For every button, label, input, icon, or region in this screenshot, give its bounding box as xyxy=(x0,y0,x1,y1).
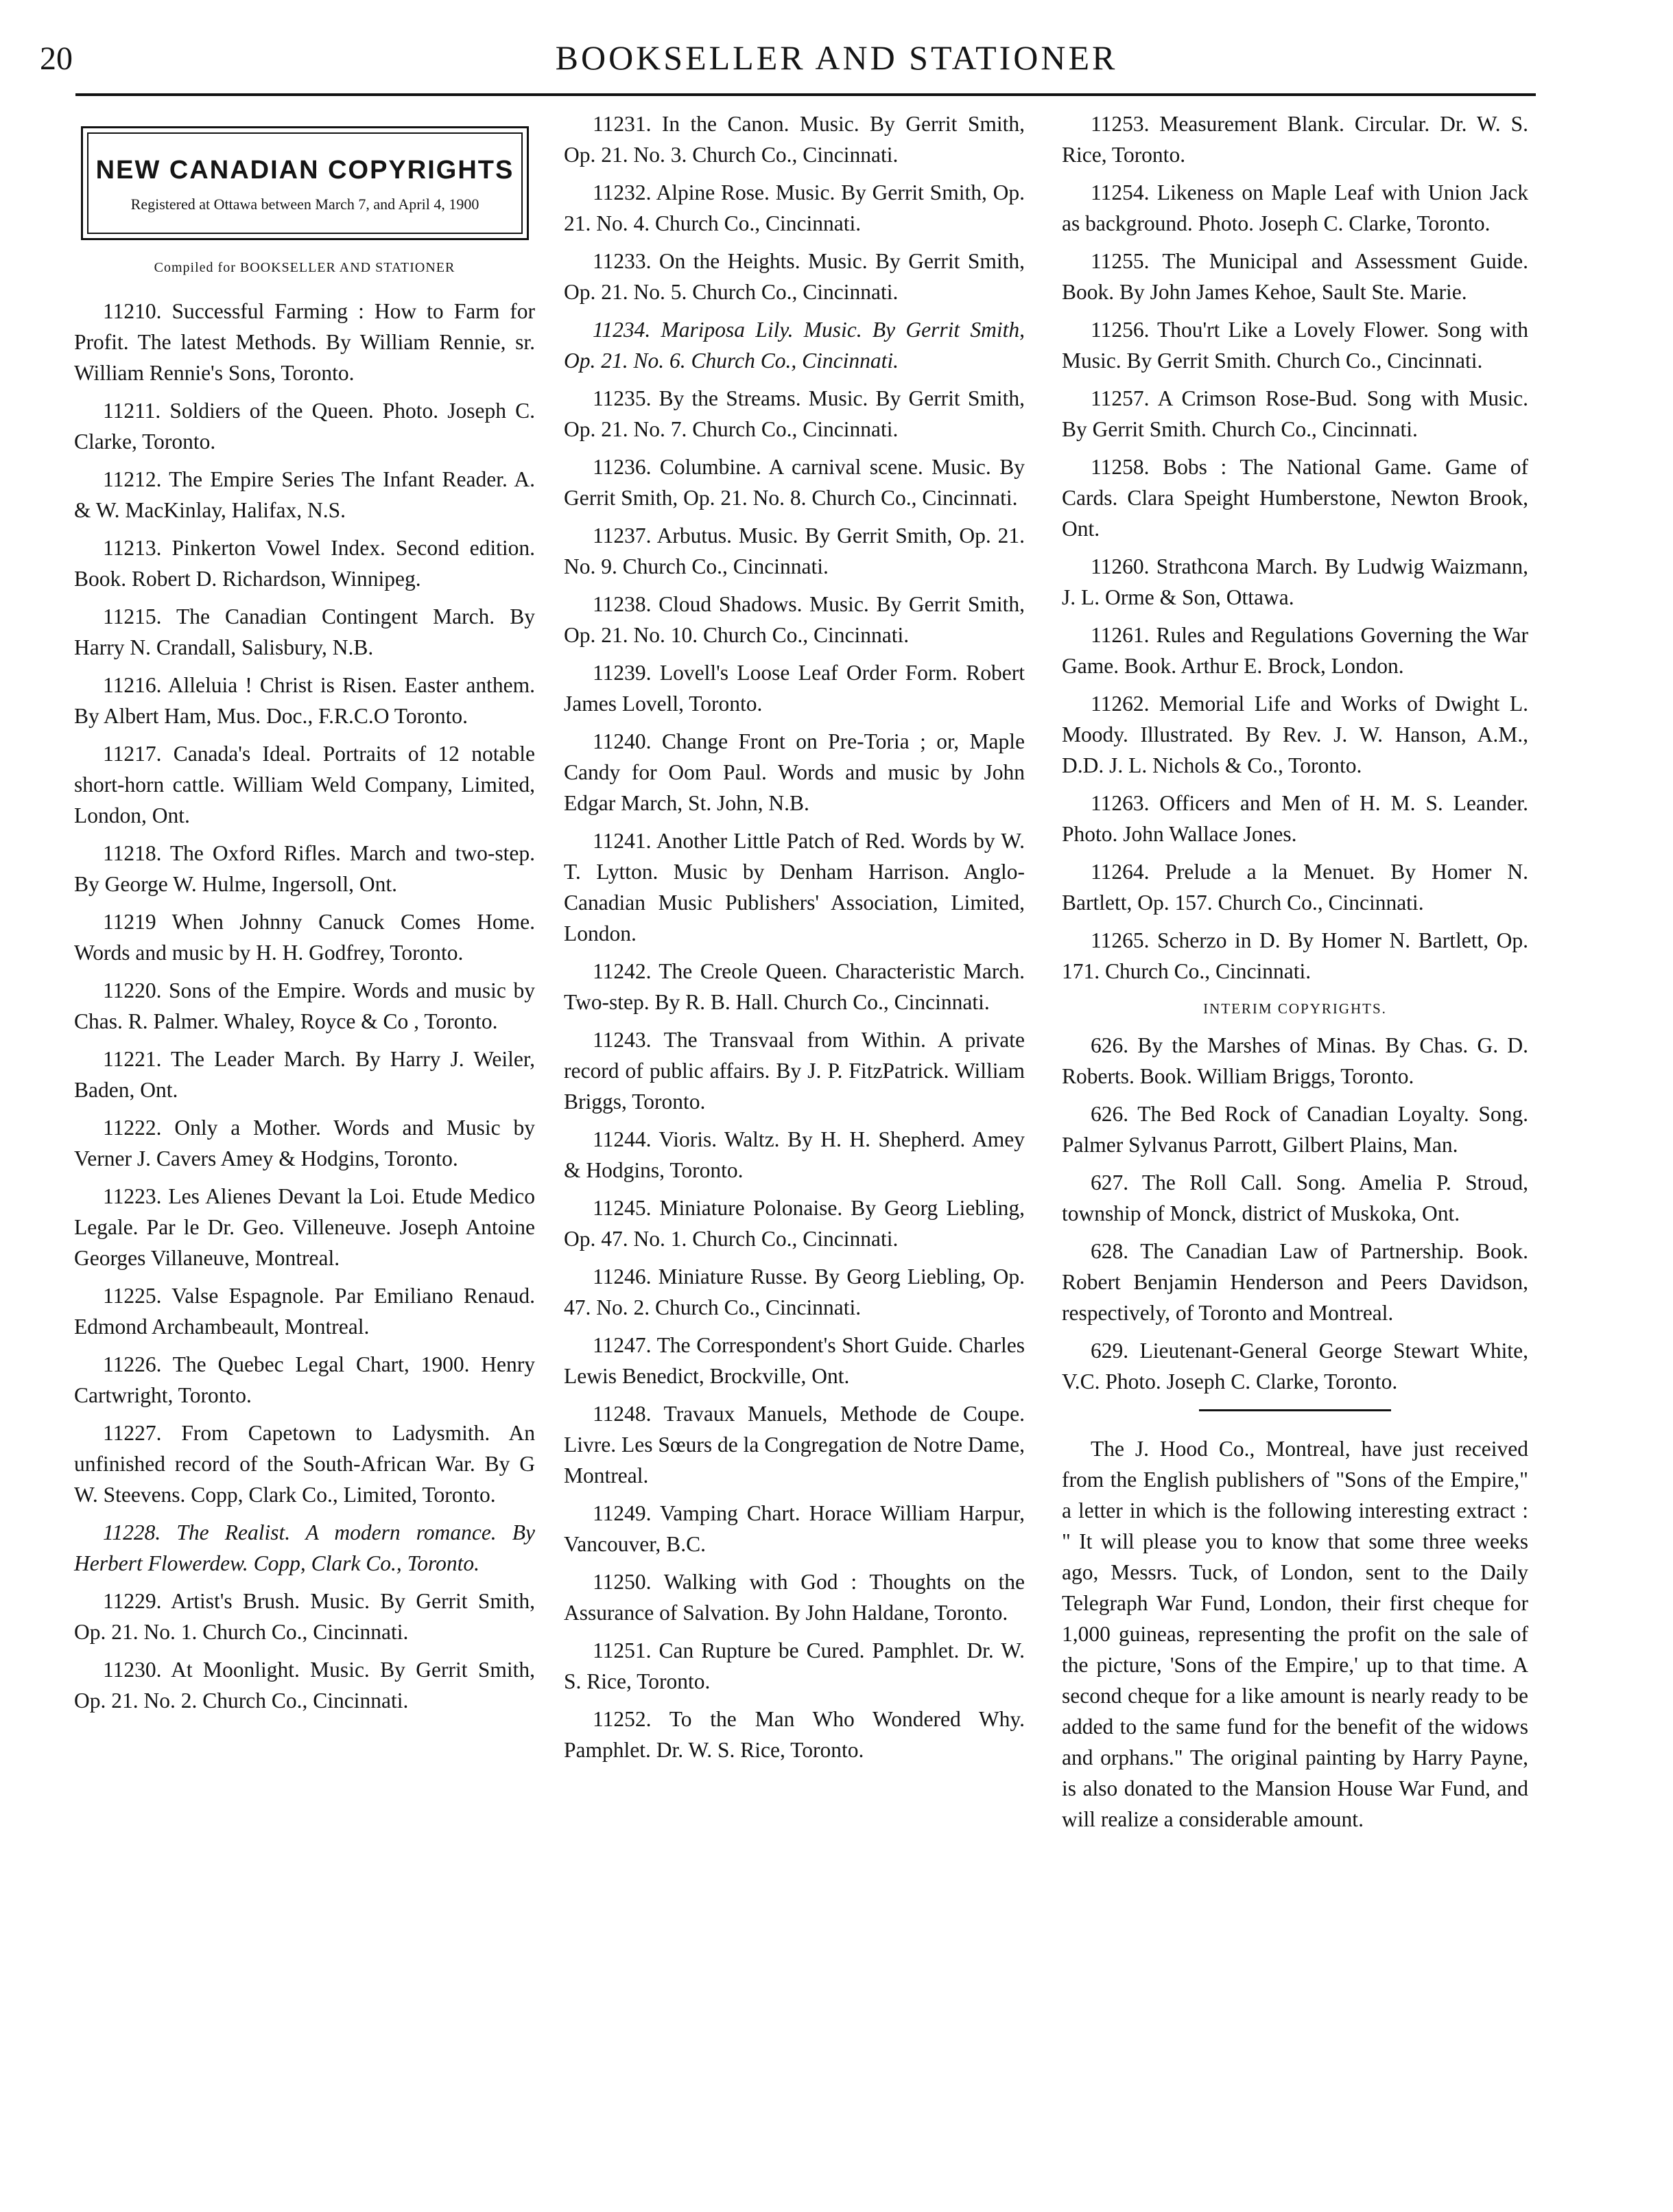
interim-entry: 629. Lieutenant-General George Stewart White, V.C. Photo. Joseph C. Clarke, Toronto. xyxy=(1062,1339,1528,1393)
interim-entry: 628. The Canadian Law of Partnership. Book. Robert Benjamin Henderson and Peers Davidson, respectively, of Toronto and Montreal. xyxy=(1062,1239,1528,1325)
entry: 11244. Vioris. Waltz. By H. H. Shepherd. Amey & Hodgins, Toronto. xyxy=(564,1127,1025,1182)
box-subtitle: Registered at Ottawa between March 7, and April 4, 1900 xyxy=(130,196,479,213)
entry: 11240. Change Front on Pre-Toria ; or, Maple Candy for Oom Paul. Words and music by John Edgar March, St. John, N.B. xyxy=(564,729,1025,815)
entry: 11216. Alleluia ! Christ is Risen. Easter anthem. By Albert Ham, Mus. Doc., F.R.C.O Toronto. xyxy=(74,673,535,728)
interim-entry: 626. By the Marshes of Minas. By Chas. G. D. Roberts. Book. William Briggs, Toronto. xyxy=(1062,1033,1528,1088)
entry: 11212. The Empire Series The Infant Reader. A. & W. MacKinlay, Halifax, N.S. xyxy=(74,467,535,522)
entry: 11263. Officers and Men of H. M. S. Leander. Photo. John Wallace Jones. xyxy=(1062,791,1528,846)
entry: 11243. The Transvaal from Within. A private record of public affairs. By J. P. FitzPatrick. William Briggs, Toronto. xyxy=(564,1028,1025,1114)
entry: 11219 When Johnny Canuck Comes Home. Words and music by H. H. Godfrey, Toronto. xyxy=(74,910,535,965)
entry: 11222. Only a Mother. Words and Music by Verner J. Cavers Amey & Hodgins, Toronto. xyxy=(74,1116,535,1170)
entry: 11225. Valse Espagnole. Par Emiliano Renaud. Edmond Archambeault, Montreal. xyxy=(74,1284,535,1339)
entry: 11247. The Correspondent's Short Guide. Charles Lewis Benedict, Brockville, Ont. xyxy=(564,1333,1025,1388)
column-3 xyxy=(1062,108,1528,1856)
entry: 11250. Walking with God : Thoughts on the Assurance of Salvation. By John Haldane, Toronto. xyxy=(564,1570,1025,1625)
entry: 11246. Miniature Russe. By Georg Liebling, Op. 47. No. 2. Church Co., Cincinnati. xyxy=(564,1264,1025,1319)
entry: 11251. Can Rupture be Cured. Pamphlet. Dr. W. S. Rice, Toronto. xyxy=(564,1638,1025,1693)
entry: 11258. Bobs : The National Game. Game of Cards. Clara Speight Humberstone, Newton Brook, Ont. xyxy=(1062,455,1528,541)
interim-copyrights-heading: INTERIM COPYRIGHTS. xyxy=(1203,1000,1387,1017)
entry: 11236. Columbine. A carnival scene. Music. By Gerrit Smith, Op. 21. No. 8. Church Co., Cincinnati. xyxy=(564,455,1025,510)
entry: 11230. At Moonlight. Music. By Gerrit Smith, Op. 21. No. 2. Church Co., Cincinnati. xyxy=(74,1658,535,1713)
entry: 11254. Likeness on Maple Leaf with Union Jack as background. Photo. Joseph C. Clarke, Toronto. xyxy=(1062,180,1528,235)
entry: 11238. Cloud Shadows. Music. By Gerrit Smith, Op. 21. No. 10. Church Co., Cincinnati. xyxy=(564,592,1025,647)
entry: 11245. Miniature Polonaise. By Georg Liebling, Op. 47. No. 1. Church Co., Cincinnati. xyxy=(564,1196,1025,1251)
entry: 11253. Measurement Blank. Circular. Dr. W. S. Rice, Toronto. xyxy=(1062,112,1528,167)
entry: 11235. By the Streams. Music. By Gerrit Smith, Op. 21. No. 7. Church Co., Cincinnati. xyxy=(564,386,1025,441)
entry: 11228. The Realist. A modern romance. By Herbert Flowerdew. Copp, Clark Co., Toronto. xyxy=(74,1520,535,1575)
entry: 11211. Soldiers of the Queen. Photo. Joseph C. Clarke, Toronto. xyxy=(74,399,535,454)
entry: 11227. From Capetown to Ladysmith. An unfinished record of the South-African War. By G W. Steevens. Copp, Clark Co., Limited, Toronto. xyxy=(74,1421,535,1507)
page-number: 20 xyxy=(40,40,73,77)
compiled-credit: Compiled for BOOKSELLER AND STATIONER xyxy=(154,260,455,275)
entry: 11242. The Creole Queen. Characteristic March. Two-step. By R. B. Hall. Church Co., Cincinnati. xyxy=(564,959,1025,1014)
interim-entry: 626. The Bed Rock of Canadian Loyalty. Song. Palmer Sylvanus Parrott, Gilbert Plains, Man. xyxy=(1062,1102,1528,1157)
entry: 11220. Sons of the Empire. Words and music by Chas. R. Palmer. Whaley, Royce & Co , Toronto. xyxy=(74,978,535,1033)
header-rule xyxy=(75,93,1536,96)
entry: 11223. Les Alienes Devant la Loi. Etude Medico Legale. Par le Dr. Geo. Villeneuve. Joseph Antoine Georges Villaneuve, Montreal. xyxy=(74,1184,535,1270)
entry: 11260. Strathcona March. By Ludwig Waizmann, J. L. Orme & Son, Ottawa. xyxy=(1062,554,1528,609)
entry: 11241. Another Little Patch of Red. Words by W. T. Lytton. Music by Denham Harrison. Anglo-Canadian Music Publishers' Association, Limited, London. xyxy=(564,829,1025,945)
entry: 11262. Memorial Life and Works of Dwight L. Moody. Illustrated. By Rev. J. W. Hanson, A.M., D.D. J. L. Nichols & Co., Toronto. xyxy=(1062,692,1528,777)
entry: 11231. In the Canon. Music. By Gerrit Smith, Op. 21. No. 3. Church Co., Cincinnati. xyxy=(564,112,1025,167)
box-title: NEW CANADIAN COPYRIGHTS xyxy=(95,156,514,185)
entry: 11233. On the Heights. Music. By Gerrit Smith, Op. 21. No. 5. Church Co., Cincinnati. xyxy=(564,249,1025,304)
entry: 11248. Travaux Manuels, Methode de Coupe. Livre. Les Sœurs de la Congregation de Notre Dame, Montreal. xyxy=(564,1402,1025,1487)
entry: 11229. Artist's Brush. Music. By Gerrit Smith, Op. 21. No. 1. Church Co., Cincinnati. xyxy=(74,1589,535,1644)
entry: 11213. Pinkerton Vowel Index. Second edition. Book. Robert D. Richardson, Winnipeg. xyxy=(74,536,535,591)
interim-entry: 627. The Roll Call. Song. Amelia P. Stroud, township of Monck, district of Muskoka, Ont. xyxy=(1062,1170,1528,1225)
entry: 11226. The Quebec Legal Chart, 1900. Henry Cartwright, Toronto. xyxy=(74,1352,535,1407)
entry: 11232. Alpine Rose. Music. By Gerrit Smith, Op. 21. No. 4. Church Co., Cincinnati. xyxy=(564,180,1025,235)
entry: 11215. The Canadian Contingent March. By Harry N. Crandall, Salisbury, N.B. xyxy=(74,604,535,659)
entry: 11239. Lovell's Loose Leaf Order Form. Robert James Lovell, Toronto. xyxy=(564,661,1025,716)
entry: 11221. The Leader March. By Harry J. Weiler, Baden, Ont. xyxy=(74,1047,535,1102)
entry: 11217. Canada's Ideal. Portraits of 12 notable short-horn cattle. William Weld Company, Limited, London, Ont. xyxy=(74,742,535,827)
entry: 11256. Thou'rt Like a Lovely Flower. Song with Music. By Gerrit Smith. Church Co., Cincinnati. xyxy=(1062,318,1528,373)
entry: 11257. A Crimson Rose-Bud. Song with Music. By Gerrit Smith. Church Co., Cincinnati. xyxy=(1062,386,1528,441)
entry: 11264. Prelude a la Menuet. By Homer N. Bartlett, Op. 157. Church Co., Cincinnati. xyxy=(1062,860,1528,915)
entry: 11237. Arbutus. Music. By Gerrit Smith, Op. 21. No. 9. Church Co., Cincinnati. xyxy=(564,523,1025,578)
column-2 xyxy=(564,108,1025,1772)
copyrights-box-inner xyxy=(87,132,523,234)
entry: 11255. The Municipal and Assessment Guide. Book. By John James Kehoe, Sault Ste. Marie. xyxy=(1062,249,1528,304)
column-1 xyxy=(74,108,535,1723)
entry: 11249. Vamping Chart. Horace William Harpur, Vancouver, B.C. xyxy=(564,1501,1025,1556)
entry: 11234. Mariposa Lily. Music. By Gerrit Smith, Op. 21. No. 6. Church Co., Cincinnati. xyxy=(564,318,1025,373)
running-head: BOOKSELLER AND STATIONER xyxy=(555,38,1118,77)
entry: 11252. To the Man Who Wondered Why. Pamphlet. Dr. W. S. Rice, Toronto. xyxy=(564,1707,1025,1762)
entry: 11210. Successful Farming : How to Farm for Profit. The latest Methods. By William Rennie, sr. William Rennie's Sons, Toronto. xyxy=(74,299,535,385)
entry: 11261. Rules and Regulations Governing the War Game. Book. Arthur E. Brock, London. xyxy=(1062,623,1528,678)
section-rule xyxy=(1199,1409,1391,1411)
news-note: The J. Hood Co., Montreal, have just received from the English publishers of "Sons of the Empire," a letter in which is the following interesting extract : " It will please you to know that some three weeks ago, Messrs. Tuck, of London, sent to the Daily Telegraph War Fund, London, their first cheque for 1,000 guineas, representing the profit on the sale of the picture, 'Sons of the Empire,' up to that time. A second cheque for a like amount is nearly ready to be added to the same fund for the benefit of the widows and orphans." The original painting by Harry Payne, is also donated to the Mansion House War Fund, and will realize a considerable amount. xyxy=(1062,1436,1528,1831)
copyrights-box xyxy=(81,126,529,240)
entry: 11265. Scherzo in D. By Homer N. Bartlett, Op. 171. Church Co., Cincinnati. xyxy=(1062,928,1528,983)
entry: 11218. The Oxford Rifles. March and two-step. By George W. Hulme, Ingersoll, Ont. xyxy=(74,841,535,896)
